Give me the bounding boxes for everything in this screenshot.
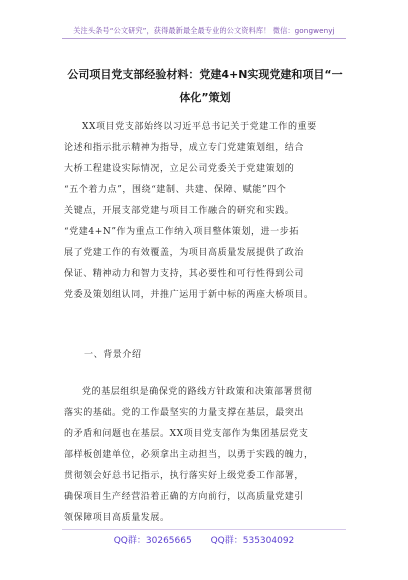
paragraph-line: 论述和指示批示精神为指导，成立专门党建策划组，结合	[64, 143, 305, 153]
paragraph-line: 关键点，开展支部党建与项目工作融合的研究和实践。	[64, 206, 295, 216]
document-title	[60, 63, 350, 109]
paragraph-line: 领保障项目高质量发展。	[64, 513, 170, 523]
footer-qq-group-2: QQ群：535304092	[210, 536, 295, 546]
title-line-1: 公司项目党支部经验材料：党建4+N实现党建和项目“一	[67, 68, 343, 81]
paragraph-line: 部样板创建单位，必须拿出主动担当，以勇于实践的魄力，	[64, 450, 314, 460]
section-heading-background: 一、背景介绍	[84, 350, 142, 360]
paragraph-line: “五个着力点”，围绕“建制、共建、保障、赋能”四个	[64, 185, 287, 195]
footer-contact	[0, 533, 408, 546]
paragraph-line: XX项目党支部始终以习近平总书记关于党建工作的重要	[82, 122, 317, 132]
header-banner: 关注头条号“公文研究”，获得最新最全最专业的公文资料库！ 微信：gongwenyj	[73, 26, 335, 35]
paragraph-line: “党建4+N”作为重点工作纳入项目整体策划，进一步拓	[64, 227, 299, 237]
title-line-2: 体化”策划	[179, 91, 231, 104]
header-divider	[62, 38, 346, 39]
paragraph-line: 党的基层组织是确保党的路线方针政策和决策部署贯彻	[82, 387, 313, 397]
paragraph-line: 落实的基础。党的工作最坚实的力量支撑在基层，最突出	[64, 408, 305, 418]
paragraph-line: 确保项目生产经营沿着正确的方向前行，以高质量党建引	[64, 492, 305, 502]
paragraph-background	[64, 382, 346, 529]
footer-divider	[62, 529, 346, 530]
paragraph-intro	[64, 117, 346, 306]
paragraph-line: 的矛盾和问题也在基层。XX项目党支部作为集团基层党支	[64, 429, 309, 439]
paragraph-line: 保证、精神动力和智力支持，其必要性和可行性得到公司	[64, 269, 305, 279]
paragraph-line: 贯彻领会好总书记指示，执行落实好上级党委工作部署，	[64, 471, 305, 481]
footer-qq-group-1: QQ群：30265665	[113, 536, 192, 546]
paragraph-line: 展了党建工作的有效覆盖，为项目高质量发展提供了政治	[64, 248, 305, 258]
paragraph-line: 大桥工程建设实际情况，立足公司党委关于党建策划的	[64, 164, 295, 174]
paragraph-line: 党委及策划组认同，并推广运用于新中标的两座大桥项目。	[64, 290, 314, 300]
